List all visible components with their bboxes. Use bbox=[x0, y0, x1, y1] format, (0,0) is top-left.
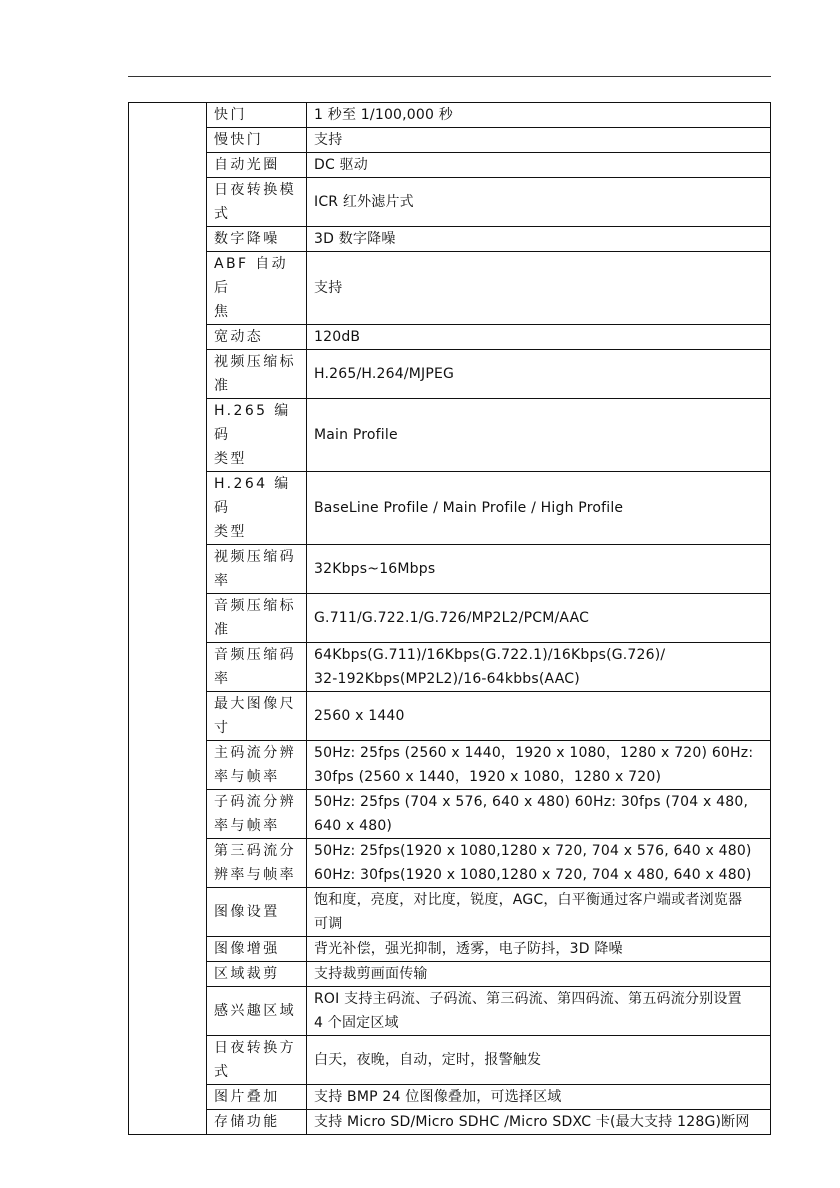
table-row bbox=[129, 790, 771, 839]
param-name-cell bbox=[207, 643, 307, 692]
param-name-cell bbox=[207, 839, 307, 888]
param-name-line: 日夜转换模 bbox=[214, 182, 296, 198]
param-value-cell bbox=[307, 472, 771, 545]
param-value-cell bbox=[307, 643, 771, 692]
param-name-line: 宽动态 bbox=[214, 329, 264, 345]
param-name-line: 音频压缩码 bbox=[214, 647, 296, 663]
param-name-line: 率与帧率 bbox=[214, 769, 280, 785]
table-row bbox=[129, 325, 771, 350]
param-value-line: 饱和度，亮度，对比度，锐度，AGC，白平衡通过客户端或者浏览器 bbox=[314, 892, 743, 908]
param-name-line: 类型 bbox=[214, 524, 247, 540]
param-value-cell bbox=[307, 937, 771, 962]
param-value-cell bbox=[307, 178, 771, 227]
table-row bbox=[129, 1036, 771, 1085]
spec-table bbox=[128, 102, 771, 1135]
param-value-line: 可调 bbox=[314, 916, 343, 932]
param-value-line: 背光补偿，强光抑制，透雾，电子防抖，3D 降噪 bbox=[314, 941, 623, 957]
param-value-line: 2560 x 1440 bbox=[314, 708, 405, 724]
param-value-cell bbox=[307, 153, 771, 178]
param-name-line: 辨率与帧率 bbox=[214, 867, 296, 883]
param-name-line: 自动光圈 bbox=[214, 157, 280, 173]
param-name-cell bbox=[207, 692, 307, 741]
param-name-cell bbox=[207, 399, 307, 472]
table-row bbox=[129, 252, 771, 325]
param-name-line: 感兴趣区域 bbox=[214, 1003, 296, 1019]
param-name-cell bbox=[207, 325, 307, 350]
param-name-cell bbox=[207, 741, 307, 790]
table-row bbox=[129, 888, 771, 937]
table-row bbox=[129, 962, 771, 987]
param-name-cell bbox=[207, 103, 307, 128]
param-name-line: H.265 编码 bbox=[214, 403, 291, 443]
param-value-line: 支持 bbox=[314, 280, 343, 296]
table-row bbox=[129, 741, 771, 790]
param-value-cell bbox=[307, 987, 771, 1036]
table-row bbox=[129, 1110, 771, 1135]
param-name-cell bbox=[207, 252, 307, 325]
param-value-cell bbox=[307, 1110, 771, 1135]
param-name-cell bbox=[207, 350, 307, 399]
param-value-line: 白天，夜晚，自动，定时，报警触发 bbox=[314, 1052, 542, 1068]
param-value-line: Main Profile bbox=[314, 427, 398, 443]
table-row bbox=[129, 594, 771, 643]
param-value-cell bbox=[307, 128, 771, 153]
param-value-line: 支持 bbox=[314, 132, 343, 148]
param-value-line: DC 驱动 bbox=[314, 157, 369, 173]
param-name-line: 主码流分辨 bbox=[214, 745, 296, 761]
param-name-line: 快门 bbox=[214, 107, 247, 123]
param-value-line: 支持裁剪画面传输 bbox=[314, 966, 428, 982]
param-value-line: 1 秒至 1/100,000 秒 bbox=[314, 107, 453, 123]
param-name-line: 子码流分辨 bbox=[214, 794, 296, 810]
table-row bbox=[129, 128, 771, 153]
param-name-cell bbox=[207, 888, 307, 937]
table-row bbox=[129, 987, 771, 1036]
param-name-line: 最大图像尺 bbox=[214, 696, 296, 712]
param-name-cell bbox=[207, 1110, 307, 1135]
param-name-cell bbox=[207, 178, 307, 227]
param-value-line: 120dB bbox=[314, 329, 361, 345]
param-name-cell bbox=[207, 937, 307, 962]
param-name-line: 第三码流分 bbox=[214, 843, 296, 859]
param-value-cell bbox=[307, 741, 771, 790]
param-value-line: ICR 红外滤片式 bbox=[314, 194, 414, 210]
param-name-cell bbox=[207, 1036, 307, 1085]
param-value-cell bbox=[307, 325, 771, 350]
table-row bbox=[129, 350, 771, 399]
param-name-line: 焦 bbox=[214, 304, 231, 320]
param-name-line: 存储功能 bbox=[214, 1114, 280, 1130]
param-name-cell bbox=[207, 227, 307, 252]
table-row bbox=[129, 227, 771, 252]
param-name-line: 类型 bbox=[214, 451, 247, 467]
table-row bbox=[129, 692, 771, 741]
table-row bbox=[129, 103, 771, 128]
param-value-line: 64Kbps(G.711)/16Kbps(G.722.1)/16Kbps(G.726)/ bbox=[314, 647, 666, 663]
param-name-cell bbox=[207, 545, 307, 594]
param-name-line: 图像增强 bbox=[214, 941, 280, 957]
param-name-line: 准 bbox=[214, 622, 231, 638]
param-name-line: 数字降噪 bbox=[214, 231, 280, 247]
param-value-cell bbox=[307, 103, 771, 128]
param-name-cell bbox=[207, 153, 307, 178]
param-value-line: 支持 BMP 24 位图像叠加，可选择区域 bbox=[314, 1089, 562, 1105]
param-value-cell bbox=[307, 399, 771, 472]
param-value-line: 4 个固定区域 bbox=[314, 1015, 399, 1031]
param-name-cell bbox=[207, 128, 307, 153]
param-name-cell bbox=[207, 594, 307, 643]
param-name-line: 率 bbox=[214, 573, 231, 589]
param-name-line: 寸 bbox=[214, 720, 231, 736]
param-name-line: 率与帧率 bbox=[214, 818, 280, 834]
param-name-line: H.264 编码 bbox=[214, 476, 291, 516]
param-value-line: H.265/H.264/MJPEG bbox=[314, 366, 455, 382]
param-name-line: 图像设置 bbox=[214, 904, 280, 920]
table-row bbox=[129, 1085, 771, 1110]
header-rule bbox=[128, 76, 771, 77]
param-value-cell bbox=[307, 839, 771, 888]
param-value-line: 支持 Micro SD/Micro SDHC /Micro SDXC 卡(最大支持 128G)断网 bbox=[314, 1114, 750, 1130]
param-value-line: 50Hz: 25fps (704 x 576, 640 x 480) 60Hz: 30fps (704 x 480, bbox=[314, 794, 749, 810]
param-value-cell bbox=[307, 888, 771, 937]
param-value-cell bbox=[307, 594, 771, 643]
param-value-line: 32-192Kbps(MP2L2)/16-64kbbs(AAC) bbox=[314, 671, 580, 687]
table-row bbox=[129, 937, 771, 962]
param-value-cell bbox=[307, 790, 771, 839]
param-name-line: ABF 自动后 bbox=[214, 256, 289, 296]
param-value-line: ROI 支持主码流、子码流、第三码流、第四码流、第五码流分别设置 bbox=[314, 991, 742, 1007]
param-value-cell bbox=[307, 545, 771, 594]
param-value-cell bbox=[307, 692, 771, 741]
param-value-line: 60Hz: 30fps(1920 x 1080,1280 x 720, 704 x 480, 640 x 480) bbox=[314, 867, 752, 883]
param-name-line: 图片叠加 bbox=[214, 1089, 280, 1105]
param-value-line: 32Kbps~16Mbps bbox=[314, 561, 436, 577]
param-name-cell bbox=[207, 1085, 307, 1110]
param-name-cell bbox=[207, 790, 307, 839]
param-name-line: 视频压缩码 bbox=[214, 549, 296, 565]
param-name-line: 式 bbox=[214, 206, 231, 222]
param-name-line: 率 bbox=[214, 671, 231, 687]
spec-table-body bbox=[129, 103, 771, 1135]
category-cell bbox=[129, 103, 207, 1135]
param-value-cell bbox=[307, 1085, 771, 1110]
param-value-cell bbox=[307, 227, 771, 252]
param-name-cell bbox=[207, 472, 307, 545]
table-row bbox=[129, 839, 771, 888]
param-name-line: 音频压缩标 bbox=[214, 598, 296, 614]
param-value-line: 50Hz: 25fps(1920 x 1080,1280 x 720, 704 x 576, 640 x 480) bbox=[314, 843, 752, 859]
table-row bbox=[129, 399, 771, 472]
param-value-line: 30fps (2560 x 1440，1920 x 1080，1280 x 720) bbox=[314, 769, 662, 785]
table-row bbox=[129, 472, 771, 545]
param-value-line: BaseLine Profile / Main Profile / High Profile bbox=[314, 500, 624, 516]
param-value-cell bbox=[307, 962, 771, 987]
param-value-cell bbox=[307, 1036, 771, 1085]
param-name-line: 慢快门 bbox=[214, 132, 264, 148]
param-value-cell bbox=[307, 252, 771, 325]
table-row bbox=[129, 153, 771, 178]
param-name-line: 准 bbox=[214, 378, 231, 394]
param-value-line: 50Hz: 25fps (2560 x 1440，1920 x 1080，1280 x 720) 60Hz: bbox=[314, 745, 754, 761]
table-row bbox=[129, 545, 771, 594]
param-value-line: 3D 数字降噪 bbox=[314, 231, 396, 247]
param-value-cell bbox=[307, 350, 771, 399]
table-row bbox=[129, 178, 771, 227]
param-name-line: 区域裁剪 bbox=[214, 966, 280, 982]
param-name-line: 日夜转换方 bbox=[214, 1040, 296, 1056]
param-name-cell bbox=[207, 987, 307, 1036]
param-value-line: 640 x 480) bbox=[314, 818, 393, 834]
param-name-line: 式 bbox=[214, 1064, 231, 1080]
param-name-line: 视频压缩标 bbox=[214, 354, 296, 370]
param-name-cell bbox=[207, 962, 307, 987]
param-value-line: G.711/G.722.1/G.726/MP2L2/PCM/AAC bbox=[314, 610, 590, 626]
table-row bbox=[129, 643, 771, 692]
